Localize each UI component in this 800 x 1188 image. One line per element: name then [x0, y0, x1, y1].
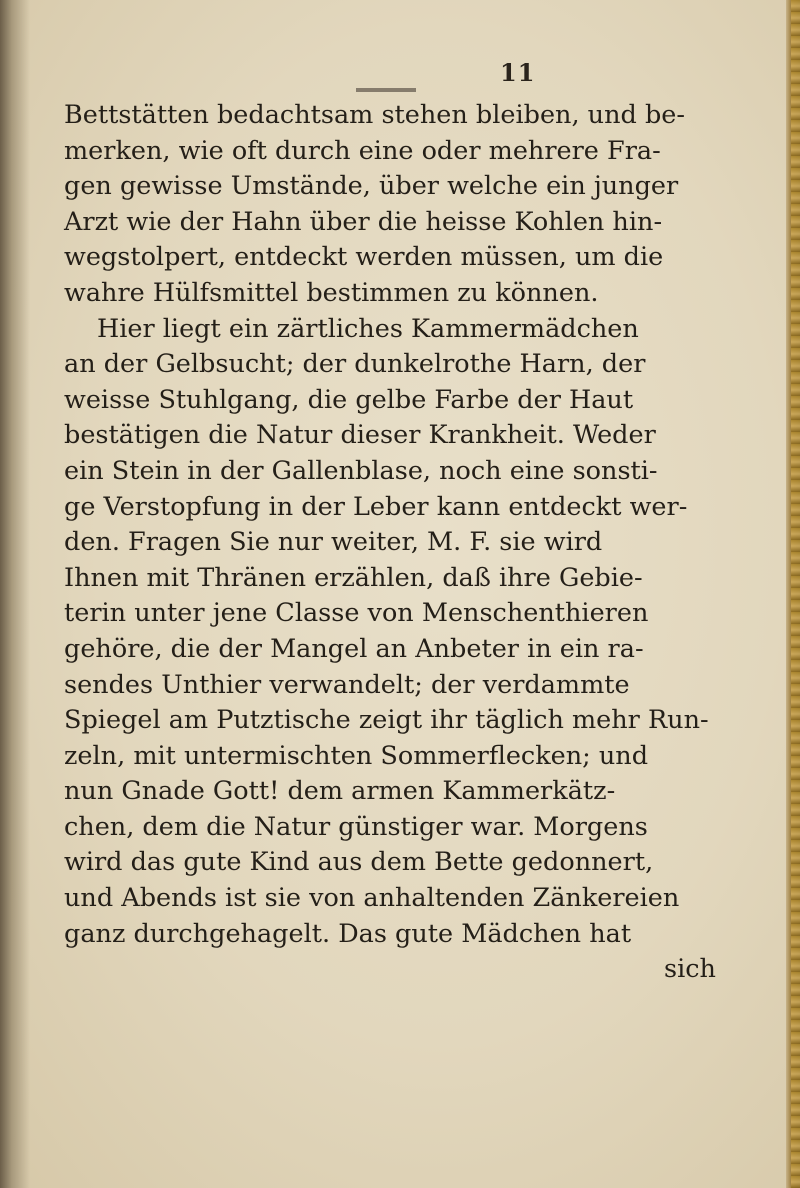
text-line: Bettstätten bedachtsam stehen bleiben, und be-: [64, 100, 685, 130]
text-line: zeln, mit untermischten Sommerflecken; und: [64, 740, 649, 771]
text-line: weisse Stuhlgang, die gelbe Farbe der Haut: [64, 384, 634, 415]
page-number: 11: [500, 58, 536, 87]
text-line: sendes Unthier verwandelt; der verdammte: [64, 669, 630, 700]
text-line: ge Verstopfung in der Leber kann entdeckt wer-: [64, 491, 688, 522]
text-line: und Abends ist sie von anhaltenden Zänkereien: [64, 883, 680, 914]
text-line: terin unter jene Classe von Menschenthieren: [64, 598, 649, 629]
text-line: ganz durchgehagelt. Das gute Mädchen hat: [64, 918, 632, 949]
text-line: Ihnen mit Thränen erzählen, daß ihre Gebie-: [64, 562, 643, 593]
text-line: merken, wie oft durch eine oder mehrere Fra-: [64, 135, 661, 166]
text-line: gehöre, die der Mangel an Anbeter in ein ra-: [64, 633, 644, 664]
text-line: wird das gute Kind aus dem Bette gedonnert,: [64, 847, 654, 878]
text-line: bestätigen die Natur dieser Krankheit. Weder: [64, 420, 656, 451]
catchword: sich: [664, 954, 716, 985]
text-line: wegstolpert, entdeckt werden müssen, um die: [64, 242, 664, 273]
text-line: an der Gelbsucht; der dunkelrothe Harn, der: [64, 349, 646, 380]
text-line: den. Fragen Sie nur weiter, M. F. sie wird: [64, 527, 603, 558]
header-ornament-rule: [356, 88, 416, 92]
text-line: Spiegel am Putztische zeigt ihr täglich mehr Run-: [64, 705, 709, 736]
text-line-paragraph-start: Hier liegt ein zärtliches Kammermädchen: [97, 313, 639, 344]
text-line: chen, dem die Natur günstiger war. Morgens: [64, 811, 648, 842]
gilt-edge: [791, 0, 800, 1188]
page-body-text: [64, 98, 784, 988]
text-line: nun Gnade Gott! dem armen Kammerkätz-: [64, 776, 616, 807]
page-left-edge-shadow: [0, 0, 30, 1188]
text-line: wahre Hülfsmittel bestimmen zu können.: [64, 277, 599, 308]
text-line: gen gewisse Umstände, über welche ein junger: [64, 171, 679, 202]
text-line: Arzt wie der Hahn über die heisse Kohlen hin-: [64, 206, 663, 237]
text-line: ein Stein in der Gallenblase, noch eine sonsti-: [64, 455, 658, 486]
